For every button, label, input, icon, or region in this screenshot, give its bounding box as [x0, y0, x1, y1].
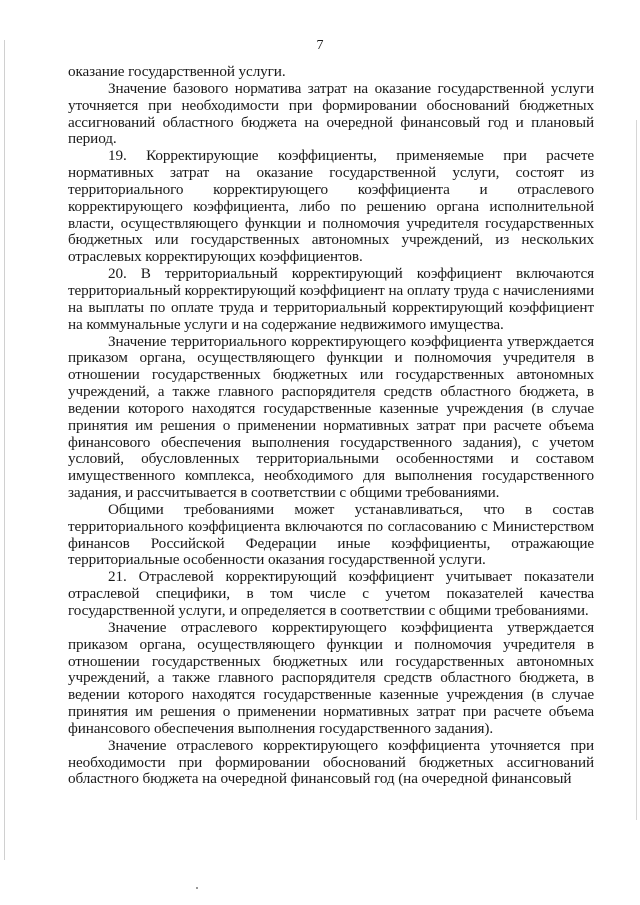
scan-edge-line	[4, 40, 5, 860]
scan-edge-line	[636, 120, 637, 820]
page-number: 7	[316, 38, 324, 53]
paragraph: Значение территориального корректирующего коэффициента утверждается приказом органа, осуществляющего функции и полномочия учредителя в отношении государственных бюджетных или государственных автономных учреждений, а также главного распорядителя средств областного бюджета, в ведении которого находятся государственные казенные учреждения (в случае принятия им решения о применении нормативных затрат при расчете объема финансового обеспечения выполнения государственного задания), с учетом условий, обусловленных территориальными особенностями и составом имущественного комплекса, необходимого для выполнения государственного задания, и рассчитывается в соответствии с общими требованиями.	[68, 332, 594, 502]
paragraph: Значение базового норматива затрат на оказание государственной услуги уточняется при необходимости при формировании обоснований бюджетных ассигнований областного бюджета на очередной финансовый год и плановый период.	[68, 79, 594, 148]
paragraph: 21. Отраслевой корректирующий коэффициент учитывает показатели отраслевой специфики, в том числе с учетом показателей качества государственной услуги, и определяется в соответствии с общими требованиями.	[68, 568, 594, 619]
paragraph: Значение отраслевого корректирующего коэффициента уточняется при необходимости при формировании обоснований бюджетных ассигнований областного бюджета на очередной финансовый год (на очередной финансовый	[68, 736, 594, 788]
paragraph: 20. В территориальный корректирующий коэффициент включаются территориальный корректирующий коэффициент на оплату труда с начислениями на выплаты по оплате труда и территориальный корректирующий коэффициент на коммунальные услуги и на содержание недвижимого имущества.	[68, 265, 594, 333]
paragraph: оказание государственной услуги.	[68, 63, 286, 80]
paragraph: Общими требованиями может устанавливаться, что в состав территориального коэффициента включаются по согласованию с Министерством финансов Российской Федерации иные коэффициенты, отражающие территориальные особенности оказания государственной услуги.	[68, 500, 594, 569]
paragraph: 19. Корректирующие коэффициенты, применяемые при расчете нормативных затрат на оказание государственной услуги, состоят из территориального корректирующего коэффициента и отраслевого корректирующего коэффициента, либо по решению органа исполнительной власти, осуществляющего функции и полномочия учредителя государственных бюджетных или государственных автономных учреждений, из нескольких отраслевых корректирующих коэффициентов.	[68, 147, 594, 266]
paragraph: Значение отраслевого корректирующего коэффициента утверждается приказом органа, осуществляющего функции и полномочия учредителя в отношении государственных бюджетных или государственных автономных учреждений, а также главного распорядителя средств областного бюджета, в ведении которого находятся государственные казенные учреждения (в случае принятия им решения о применении нормативных затрат при расчете объема финансового обеспечения выполнения государственного задания).	[68, 618, 594, 737]
document-body	[68, 64, 594, 788]
scan-speck	[196, 887, 198, 889]
